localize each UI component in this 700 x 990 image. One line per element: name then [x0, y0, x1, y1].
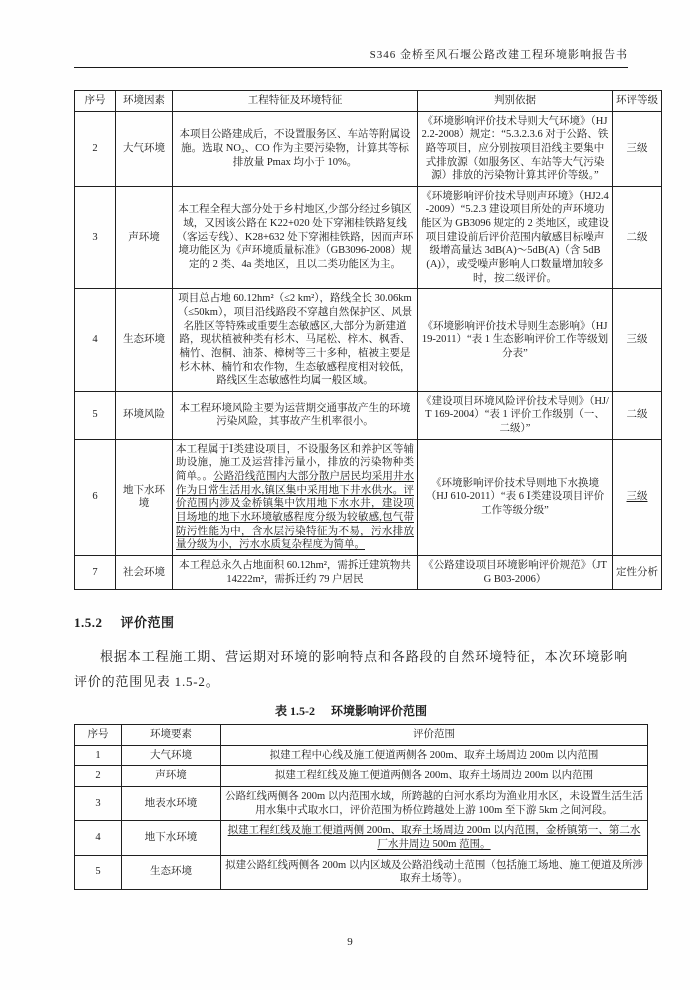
cell-grade: 三级: [613, 111, 662, 186]
body-paragraph: 根据本工程施工期、营运期对环境的影响特点和各路段的自然环境特征，本次环境影响评价的范围见表 1.5-2。: [74, 649, 628, 690]
table-row-air: [75, 111, 662, 186]
table-caption-title: 环境影响评价范围: [330, 704, 427, 719]
table-row-groundwater: [75, 439, 662, 555]
table-caption: [74, 702, 628, 719]
cell-index: 6: [75, 439, 116, 555]
table-row-noise: [75, 186, 662, 288]
page-number: 9: [347, 936, 353, 948]
cell-index: 2: [75, 111, 116, 186]
scope-row-groundwater: [75, 821, 648, 855]
cell-basis: 《环境影响评价技术导则地下水换境 （HJ 610-2011）“表 6 Ⅰ类建设项目评价工作等级分级”: [418, 439, 613, 555]
cell-index: 1: [75, 745, 122, 766]
feature-plain-text: 本工程属于Ⅰ类建设项目，不设服务区和养护区等辅助设施，施工及运营排污量小，排放的污染物种类简单。。: [176, 443, 414, 483]
header-rule: [74, 67, 628, 68]
cell-factor: 社会环境: [116, 555, 173, 589]
cell-index: 2: [75, 766, 122, 787]
cell-element: 生态环境: [122, 855, 221, 889]
cell-basis: 《建设项目环境风险评价技术导则》（HJ/T 169-2004）“表 1 评价工作级别（一、二级）”: [418, 391, 613, 439]
cell-index: 7: [75, 555, 116, 589]
cell-factor: 生态环境: [116, 289, 173, 391]
scope-row-surfacewater: [75, 787, 648, 821]
scope-row-noise: [75, 766, 648, 787]
column-header-factor: 环境因素: [116, 91, 173, 112]
scope-row-ecology: [75, 855, 648, 889]
cell-basis: 《公路建设项目环境影响评价规范》（JTG B03-2006）: [418, 555, 613, 589]
cell-factor: 地下水环境: [116, 439, 173, 555]
cell-feature: 项目总占地 60.12hm²（≤2 km²），路线全长 30.06km（≤50km），项目沿线路段不穿越自然保护区、风景名胜区等特殊或重要生态敏感区,大部分为新建道路，现状植被种类有杉木、马尾松、梓木、枫香、楠竹、泡桐、油茶、樟树等三十多种，植被主要是杉木林、楠竹和农作物，生态敏感程度相对较低，路线区生态敏感性均属一般区域。: [173, 289, 418, 391]
cell-grade: 三级: [613, 289, 662, 391]
cell-index: 4: [75, 289, 116, 391]
table-row-social: [75, 555, 662, 589]
column-header-grade: 环评等级: [613, 91, 662, 112]
cell-scope: [221, 821, 648, 855]
cell-basis: 《环境影响评价技术导则大气环境》（HJ2.2-2008）规定：“5.3.2.3.6 对于公路、铁路等项目，应分别按项目沿线主要集中式排放源（如服务区、车站等大气污染源）排放的污染物计算其评价等级。”: [418, 111, 613, 186]
cell-factor: 声环境: [116, 186, 173, 288]
cell-index: 5: [75, 391, 116, 439]
cell-index: 3: [75, 186, 116, 288]
cell-grade: 定性分析: [613, 555, 662, 589]
table-row-risk: [75, 391, 662, 439]
cell-grade: 二级: [613, 186, 662, 288]
cell-element: 大气环境: [122, 745, 221, 766]
grade-underlined: 三级: [626, 491, 648, 503]
running-header: [74, 46, 628, 62]
table-caption-number: 表 1.5-2: [274, 704, 315, 719]
column-header-no: 序号: [75, 91, 116, 112]
cell-feature: 本工程环境风险主要为运营期交通事故产生的环境污染风险，其事故产生机率很小。: [173, 391, 418, 439]
table-header-row: [75, 725, 648, 746]
scope-underlined-text: 拟建工程红线及施工便道两侧 200m、取弃土场周边 200m 以内范围，金桥镇第一、第二水厂水井周边 500m 范围。: [227, 825, 641, 850]
cell-scope: 拟建公路红线两侧各 200m 以内区域及公路沿线动土范围（包括施工场地、施工便道及所涉取弃土场等）。: [221, 855, 648, 889]
cell-index: 3: [75, 787, 122, 821]
column-header-basis: 判别依据: [418, 91, 613, 112]
cell-index: 5: [75, 855, 122, 889]
evaluation-scope-table: [74, 724, 648, 890]
cell-basis: 《环境影响评价技术导则生态影响》（HJ 19-2011）“表 1 生态影响评价工作等级划分表”: [418, 289, 613, 391]
feature-underlined-text: 公路沿线范围内大部分散户居民均采用井水作为日常生活用水,镇区集中采用地下井水供水。评价范围内涉及金桥镇集中饮用地下水水井，建设项目场地的地下水环境敏感程度分级为较敏感,包气带防污性能为中，含水层污染特征为不易，污水排放量分级为小，污水水质复杂程度为简单。: [176, 471, 415, 551]
cell-scope: 公路红线两侧各 200m 以内范围水域，所跨越的白河水系均为渔业用水区，未设置生活生活用水集中式取水口，评价范围为桥位跨越处上游 100m 至下游 5km 之间河段。: [221, 787, 648, 821]
cell-index: 4: [75, 821, 122, 855]
cell-element: 地表水环境: [122, 787, 221, 821]
column-header-no: 序号: [75, 725, 122, 746]
section-title: 评价范围: [120, 615, 175, 631]
cell-feature: 本工程总永久占地面积 60.12hm²，需拆迁建筑物共 14222m²，需拆迁约 79 户居民: [173, 555, 418, 589]
section-heading: [74, 612, 628, 631]
cell-grade: 二级: [613, 391, 662, 439]
cell-feature: 本项目公路建成后，不设置服务区、车站等附属设施。选取 NO₂、CO 作为主要污染物，计算其等标排放量 Pmax 均小于 10%。: [173, 111, 418, 186]
cell-element: 声环境: [122, 766, 221, 787]
column-header-feature: 工程特征及环境特征: [173, 91, 418, 112]
grade-criteria-table: [74, 90, 662, 590]
cell-element: 地下水环境: [122, 821, 221, 855]
cell-feature: 本工程全程大部分处于乡村地区,少部分经过乡镇区域，又因该公路在 K22+020 处下穿湘桂铁路复线（客运专线）、K28+632 处下穿湘桂铁路，因而声环境功能区为《声环境质量标准》（GB3096-2008）规定的 2 类、4a 类地区，且以二类功能区为主。: [173, 186, 418, 288]
column-header-element: 环境要素: [122, 725, 221, 746]
cell-factor: 大气环境: [116, 111, 173, 186]
running-header-title: S346 金桥至风石堰公路改建工程环境影响报告书: [369, 49, 628, 61]
cell-scope: 拟建工程红线及施工便道两侧各 200m、取弃土场周边 200m 以内范围: [221, 766, 648, 787]
table-header-row: [75, 91, 662, 112]
section-number: 1.5.2: [74, 615, 103, 631]
table-row-ecology: [75, 289, 662, 391]
column-header-scope: 评价范围: [221, 725, 648, 746]
cell-scope: 拟建工程中心线及施工便道两侧各 200m、取弃土场周边 200m 以内范围: [221, 745, 648, 766]
cell-factor: 环境风险: [116, 391, 173, 439]
cell-grade: [613, 439, 662, 555]
scope-row-air: [75, 745, 648, 766]
cell-feature: [173, 439, 418, 555]
cell-basis: 《环境影响评价技术导则声环境》（HJ2.4-2009）“5.2.3 建设项目所处的声环境功能区为 GB3096 规定的 2 类地区，或建设项目建设前后评价范围内敏感目标噪声级增高量达 3dB(A)～5dB(A)（含 5dB(A)），或受噪声影响人口数量增加较多时，按二级评价。: [418, 186, 613, 288]
